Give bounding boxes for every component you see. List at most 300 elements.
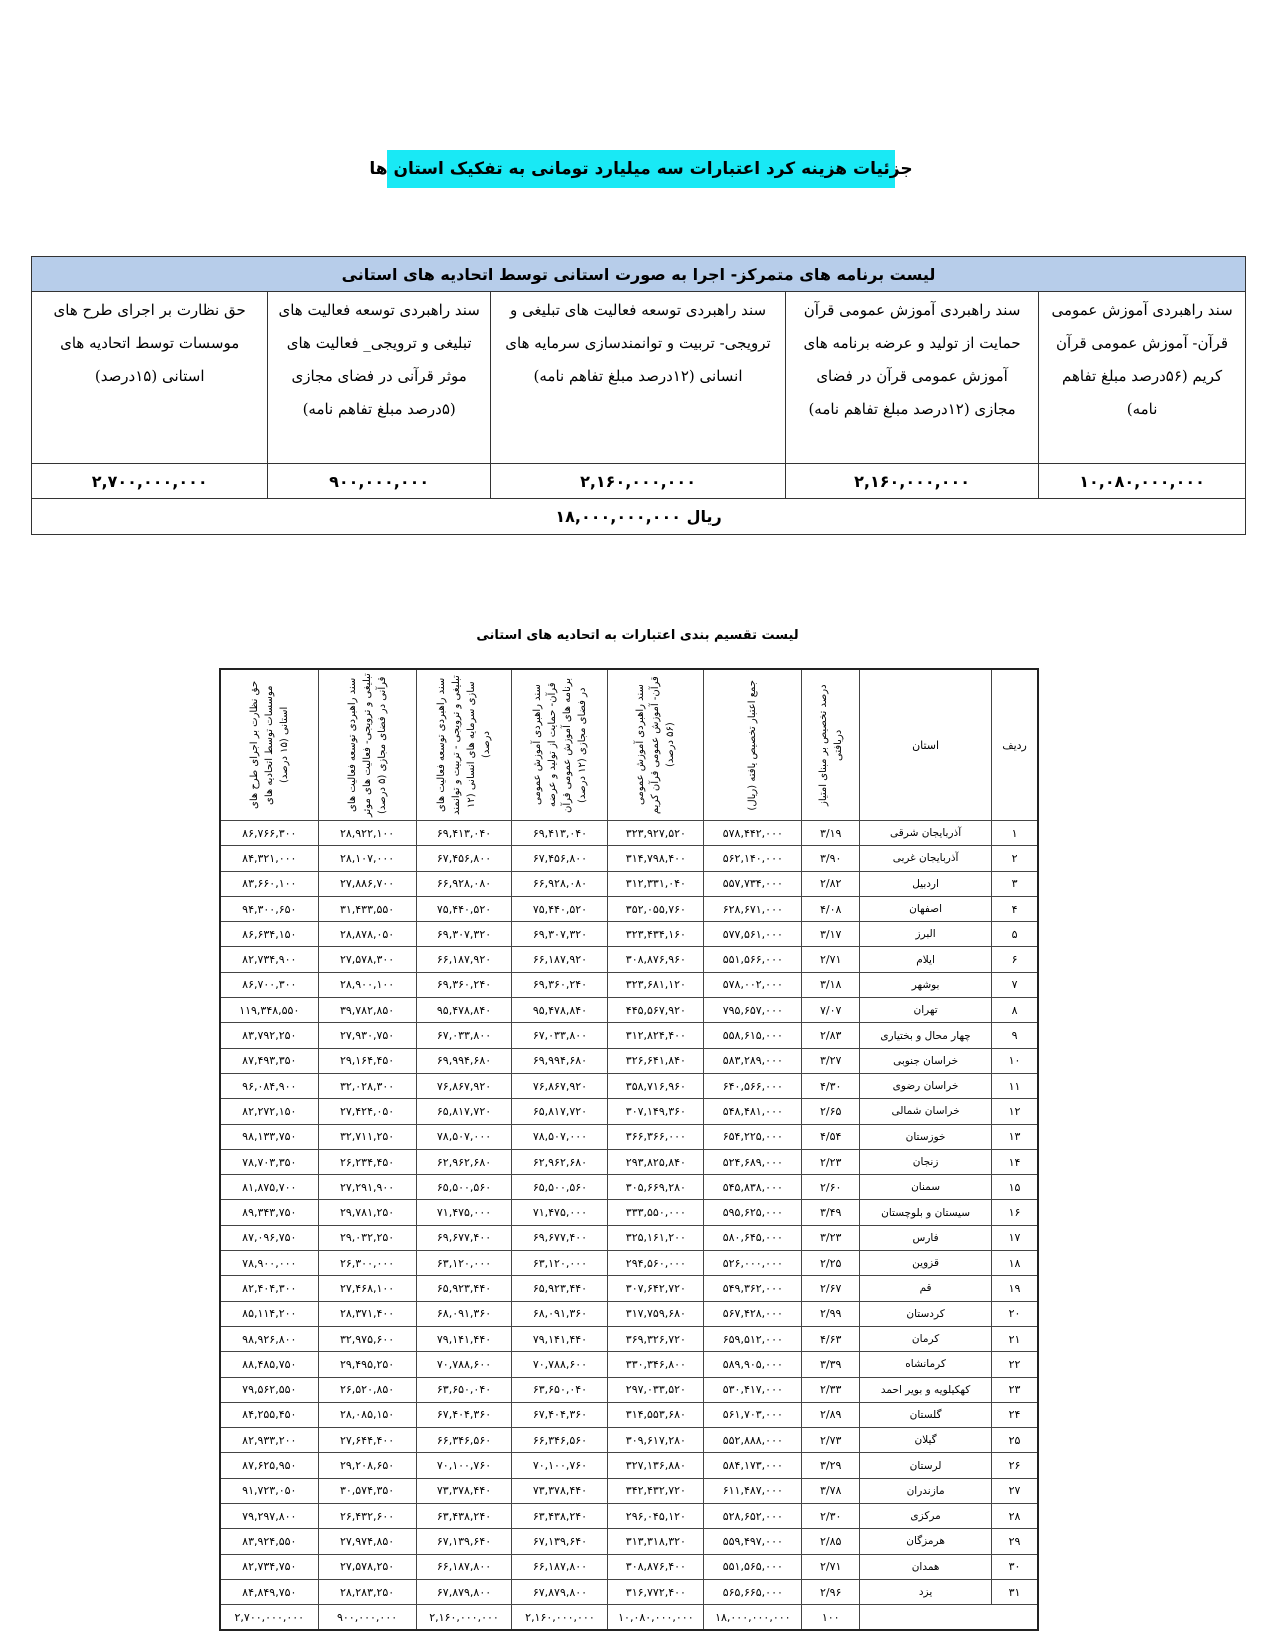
- province-name: فارس: [860, 1225, 992, 1250]
- province-name: کرمان: [860, 1326, 992, 1351]
- virtual-activities-amount: ۲۷,۵۷۸,۲۵۰: [318, 1554, 416, 1579]
- quran-general-amount: ۳۳۰,۳۴۶,۸۰۰: [608, 1352, 704, 1377]
- row-number: ۱۰: [992, 1048, 1038, 1073]
- province-name: بوشهر: [860, 972, 992, 997]
- allocated-total: ۵۵۷,۷۳۴,۰۰۰: [704, 871, 802, 896]
- supervision-amount: ۸۲,۷۳۴,۹۰۰: [220, 947, 318, 972]
- provinces-header-row: [220, 669, 1038, 821]
- table-row: [220, 1428, 1038, 1453]
- table-row: [220, 1301, 1038, 1326]
- quran-virtual-amount: ۶۸,۰۹۱,۳۶۰: [512, 1301, 608, 1326]
- table-row: [220, 1175, 1038, 1200]
- supervision-amount: ۹۸,۱۳۳,۷۵۰: [220, 1124, 318, 1149]
- totals-quran-general: ۱۰,۰۸۰,۰۰۰,۰۰۰: [608, 1605, 704, 1630]
- supervision-amount: ۸۲,۹۳۳,۲۰۰: [220, 1428, 318, 1453]
- table-row: [220, 1149, 1038, 1174]
- allocated-total: ۵۶۵,۶۶۵,۰۰۰: [704, 1579, 802, 1604]
- row-number: ۱۹: [992, 1276, 1038, 1301]
- summary-descriptions-row: [32, 292, 1246, 464]
- summary-description: سند راهبردی آموزش عمومی قرآن حمایت از تولید و عرضه برنامه های آموزش عمومی قرآن در فضای مجازی (۱۲درصد مبلغ تفاهم نامه): [786, 292, 1039, 464]
- quran-general-amount: ۳۰۷,۶۴۲,۷۲۰: [608, 1276, 704, 1301]
- table-row: [220, 1554, 1038, 1579]
- virtual-activities-amount: ۳۲,۷۱۱,۲۵۰: [318, 1124, 416, 1149]
- table-row: [220, 1124, 1038, 1149]
- table-row: [220, 998, 1038, 1023]
- supervision-amount: ۸۷,۰۹۶,۷۵۰: [220, 1225, 318, 1250]
- allocated-total: ۵۴۸,۴۸۱,۰۰۰: [704, 1099, 802, 1124]
- province-name: اردبیل: [860, 871, 992, 896]
- table-row: [220, 1251, 1038, 1276]
- table-row: [220, 1225, 1038, 1250]
- allocated-total: ۵۳۰,۴۱۷,۰۰۰: [704, 1377, 802, 1402]
- human-capital-amount: ۶۹,۳۰۷,۳۲۰: [416, 922, 512, 947]
- allocated-total: ۵۸۴,۱۷۳,۰۰۰: [704, 1453, 802, 1478]
- province-name: آذربایجان شرقی: [860, 821, 992, 846]
- province-name: البرز: [860, 922, 992, 947]
- table-row: [220, 1326, 1038, 1351]
- allocated-total: ۶۴۰,۵۶۶,۰۰۰: [704, 1073, 802, 1098]
- supervision-amount: ۱۱۹,۳۴۸,۵۵۰: [220, 998, 318, 1023]
- human-capital-amount: ۶۵,۹۲۳,۴۴۰: [416, 1276, 512, 1301]
- human-capital-amount: ۶۶,۱۸۷,۸۰۰: [416, 1554, 512, 1579]
- allocation-percent: ۳/۷۸: [802, 1478, 860, 1503]
- allocation-percent: ۳/۱۹: [802, 821, 860, 846]
- province-name: لرستان: [860, 1453, 992, 1478]
- allocated-total: ۵۸۰,۶۴۵,۰۰۰: [704, 1225, 802, 1250]
- supervision-amount: ۹۶,۰۸۴,۹۰۰: [220, 1073, 318, 1098]
- virtual-activities-amount: ۲۶,۴۳۲,۶۰۰: [318, 1504, 416, 1529]
- quran-virtual-amount: ۶۹,۹۹۴,۶۸۰: [512, 1048, 608, 1073]
- supervision-amount: ۸۶,۷۰۰,۳۰۰: [220, 972, 318, 997]
- human-capital-amount: ۶۲,۹۶۲,۶۸۰: [416, 1149, 512, 1174]
- virtual-activities-amount: ۳۱,۴۳۳,۵۵۰: [318, 896, 416, 921]
- allocated-total: ۵۵۱,۵۶۶,۰۰۰: [704, 947, 802, 972]
- quran-general-amount: ۳۲۳,۴۳۴,۱۶۰: [608, 922, 704, 947]
- human-capital-amount: ۷۹,۱۴۱,۴۴۰: [416, 1326, 512, 1351]
- row-number: ۱۴: [992, 1149, 1038, 1174]
- summary-amounts-row: [32, 464, 1246, 499]
- province-name: یزد: [860, 1579, 992, 1604]
- virtual-activities-amount: ۲۸,۰۸۵,۱۵۰: [318, 1402, 416, 1427]
- table-row: [220, 947, 1038, 972]
- allocation-percent: ۲/۶۵: [802, 1099, 860, 1124]
- province-name: کردستان: [860, 1301, 992, 1326]
- row-number: ۵: [992, 922, 1038, 947]
- allocation-percent: ۳/۳۹: [802, 1352, 860, 1377]
- allocation-percent: ۳/۲۳: [802, 1225, 860, 1250]
- human-capital-amount: ۷۶,۸۶۷,۹۲۰: [416, 1073, 512, 1098]
- allocation-percent: ۲/۸۵: [802, 1529, 860, 1554]
- summary-description: سند راهبردی آموزش عمومی قرآن- آموزش عمومی قرآن کریم (۵۶درصد مبلغ تفاهم نامه): [1039, 292, 1246, 464]
- human-capital-amount: ۶۷,۸۷۹,۸۰۰: [416, 1579, 512, 1604]
- row-number: ۳: [992, 871, 1038, 896]
- row-number: ۲۵: [992, 1428, 1038, 1453]
- allocated-total: ۵۴۵,۸۳۸,۰۰۰: [704, 1175, 802, 1200]
- row-number: ۱۷: [992, 1225, 1038, 1250]
- quran-general-amount: ۳۲۳,۶۸۱,۱۲۰: [608, 972, 704, 997]
- header-supervision: [220, 669, 318, 821]
- human-capital-amount: ۶۳,۶۵۰,۰۴۰: [416, 1377, 512, 1402]
- human-capital-amount: ۶۶,۳۴۶,۵۶۰: [416, 1428, 512, 1453]
- allocation-percent: ۲/۳۳: [802, 1377, 860, 1402]
- province-name: خراسان رضوی: [860, 1073, 992, 1098]
- table-row: [220, 821, 1038, 846]
- allocation-percent: ۲/۶۷: [802, 1276, 860, 1301]
- quran-virtual-amount: ۷۸,۵۰۷,۰۰۰: [512, 1124, 608, 1149]
- quran-general-amount: ۲۹۶,۰۴۵,۱۲۰: [608, 1504, 704, 1529]
- table-row: [220, 922, 1038, 947]
- province-name: مازندران: [860, 1478, 992, 1503]
- quran-general-amount: ۳۲۵,۱۶۱,۲۰۰: [608, 1225, 704, 1250]
- province-name: گلستان: [860, 1402, 992, 1427]
- supervision-amount: ۸۲,۲۷۲,۱۵۰: [220, 1099, 318, 1124]
- row-number: ۲۰: [992, 1301, 1038, 1326]
- summary-description: حق نظارت بر اجرای طرح های موسسات توسط اتحادیه های استانی (۱۵درصد): [32, 292, 268, 464]
- allocated-total: ۵۷۸,۰۰۲,۰۰۰: [704, 972, 802, 997]
- row-number: ۲۸: [992, 1504, 1038, 1529]
- quran-general-amount: ۳۱۲,۸۲۴,۴۰۰: [608, 1023, 704, 1048]
- virtual-activities-amount: ۲۸,۹۰۰,۱۰۰: [318, 972, 416, 997]
- human-capital-amount: ۶۶,۱۸۷,۹۲۰: [416, 947, 512, 972]
- human-capital-amount: ۷۸,۵۰۷,۰۰۰: [416, 1124, 512, 1149]
- allocated-total: ۵۷۸,۴۴۲,۰۰۰: [704, 821, 802, 846]
- table-row: [220, 1529, 1038, 1554]
- header-virtual-activities-label: سند راهبردی توسعه فعالیت های تبلیغی و ترویجی- فعالیت های موثر قرآنی در فضای مجازی (۵ درصد): [346, 673, 388, 817]
- allocated-total: ۶۵۴,۲۲۵,۰۰۰: [704, 1124, 802, 1149]
- supervision-amount: ۸۸,۴۸۵,۷۵۰: [220, 1352, 318, 1377]
- quran-virtual-amount: ۶۳,۶۵۰,۰۴۰: [512, 1377, 608, 1402]
- province-name: کهکیلویه و بویر احمد: [860, 1377, 992, 1402]
- summary-amount: ۱۰,۰۸۰,۰۰۰,۰۰۰: [1039, 464, 1246, 499]
- quran-general-amount: ۳۵۲,۰۵۵,۷۶۰: [608, 896, 704, 921]
- quran-virtual-amount: ۷۰,۱۰۰,۷۶۰: [512, 1453, 608, 1478]
- human-capital-amount: ۷۵,۴۴۰,۵۲۰: [416, 896, 512, 921]
- table-row: [220, 1200, 1038, 1225]
- quran-general-amount: ۳۲۷,۱۳۶,۸۸۰: [608, 1453, 704, 1478]
- provinces-table-body: [220, 821, 1038, 1631]
- province-name: ایلام: [860, 947, 992, 972]
- supervision-amount: ۸۶,۷۶۶,۳۰۰: [220, 821, 318, 846]
- summary-total: [32, 499, 1246, 535]
- allocation-percent: ۲/۸۹: [802, 1402, 860, 1427]
- human-capital-amount: ۶۵,۵۰۰,۵۶۰: [416, 1175, 512, 1200]
- row-number: ۳۱: [992, 1579, 1038, 1604]
- allocation-percent: ۴/۰۸: [802, 896, 860, 921]
- allocated-total: ۵۲۶,۰۰۰,۰۰۰: [704, 1251, 802, 1276]
- quran-virtual-amount: ۶۷,۰۳۳,۸۰۰: [512, 1023, 608, 1048]
- quran-general-amount: ۲۹۷,۰۳۳,۵۲۰: [608, 1377, 704, 1402]
- quran-virtual-amount: ۶۳,۴۳۸,۲۴۰: [512, 1504, 608, 1529]
- table-row: [220, 972, 1038, 997]
- table-row: [220, 1504, 1038, 1529]
- table-row: [220, 896, 1038, 921]
- quran-general-amount: ۳۱۷,۷۵۹,۶۸۰: [608, 1301, 704, 1326]
- virtual-activities-amount: ۲۷,۹۳۰,۷۵۰: [318, 1023, 416, 1048]
- table-row: [220, 1453, 1038, 1478]
- quran-general-amount: ۴۴۵,۵۶۷,۹۲۰: [608, 998, 704, 1023]
- quran-virtual-amount: ۶۷,۱۳۹,۶۴۰: [512, 1529, 608, 1554]
- header-total: [704, 669, 802, 821]
- header-row-number: ردیف: [992, 669, 1038, 821]
- allocated-total: ۵۸۹,۹۰۵,۰۰۰: [704, 1352, 802, 1377]
- quran-virtual-amount: ۶۵,۵۰۰,۵۶۰: [512, 1175, 608, 1200]
- row-number: ۲۹: [992, 1529, 1038, 1554]
- virtual-activities-amount: ۲۷,۴۶۸,۱۰۰: [318, 1276, 416, 1301]
- quran-general-amount: ۲۹۳,۸۲۵,۸۴۰: [608, 1149, 704, 1174]
- row-number: ۱۶: [992, 1200, 1038, 1225]
- supervision-amount: ۹۴,۳۰۰,۶۵۰: [220, 896, 318, 921]
- quran-virtual-amount: ۶۶,۳۴۶,۵۶۰: [512, 1428, 608, 1453]
- supervision-amount: ۸۳,۹۲۴,۵۵۰: [220, 1529, 318, 1554]
- header-human-capital-label: سند راهبردی توسعه فعالیت های تبلیغی و ترویجی - تربیت و توانمند سازی سرمایه های انسانی (۱۲ درصد): [436, 675, 493, 815]
- allocated-total: ۵۶۷,۴۲۸,۰۰۰: [704, 1301, 802, 1326]
- quran-virtual-amount: ۷۶,۸۶۷,۹۲۰: [512, 1073, 608, 1098]
- summary-amount: ۲,۷۰۰,۰۰۰,۰۰۰: [32, 464, 268, 499]
- virtual-activities-amount: ۲۷,۸۸۶,۷۰۰: [318, 871, 416, 896]
- allocation-percent: ۲/۸۲: [802, 871, 860, 896]
- virtual-activities-amount: ۲۶,۵۲۰,۸۵۰: [318, 1377, 416, 1402]
- supervision-amount: ۸۴,۸۴۹,۷۵۰: [220, 1579, 318, 1604]
- header-virtual-activities: [318, 669, 416, 821]
- province-name: همدان: [860, 1554, 992, 1579]
- row-number: ۱۲: [992, 1099, 1038, 1124]
- supervision-amount: ۸۴,۳۲۱,۰۰۰: [220, 846, 318, 871]
- allocation-percent: ۳/۹۰: [802, 846, 860, 871]
- province-name: سیستان و بلوچستان: [860, 1200, 992, 1225]
- province-name: چهار محال و بختیاری: [860, 1023, 992, 1048]
- supervision-amount: ۸۳,۷۹۲,۲۵۰: [220, 1023, 318, 1048]
- allocated-total: ۵۵۱,۵۶۵,۰۰۰: [704, 1554, 802, 1579]
- summary-total-value: ۱۸,۰۰۰,۰۰۰,۰۰۰: [555, 507, 681, 526]
- row-number: ۹: [992, 1023, 1038, 1048]
- supervision-amount: ۷۹,۲۹۷,۸۰۰: [220, 1504, 318, 1529]
- allocation-percent: ۳/۲۹: [802, 1453, 860, 1478]
- allocation-percent: ۲/۷۱: [802, 947, 860, 972]
- totals-empty-cell: [860, 1605, 992, 1630]
- allocated-total: ۵۴۹,۳۶۲,۰۰۰: [704, 1276, 802, 1301]
- virtual-activities-amount: ۲۸,۹۲۲,۱۰۰: [318, 821, 416, 846]
- totals-quran-virtual: ۲,۱۶۰,۰۰۰,۰۰۰: [512, 1605, 608, 1630]
- row-number: ۲۶: [992, 1453, 1038, 1478]
- allocation-percent: ۳/۱۷: [802, 922, 860, 947]
- quran-general-amount: ۳۳۳,۵۵۰,۰۰۰: [608, 1200, 704, 1225]
- supervision-amount: ۷۸,۷۰۳,۳۵۰: [220, 1149, 318, 1174]
- supervision-amount: ۸۱,۸۷۵,۷۰۰: [220, 1175, 318, 1200]
- quran-general-amount: ۳۱۴,۵۵۳,۶۸۰: [608, 1402, 704, 1427]
- header-province: استان: [860, 669, 992, 821]
- row-number: ۲۴: [992, 1402, 1038, 1427]
- summary-amount: ۲,۱۶۰,۰۰۰,۰۰۰: [490, 464, 785, 499]
- row-number: ۲۲: [992, 1352, 1038, 1377]
- table-row: [220, 871, 1038, 896]
- quran-general-amount: ۳۵۸,۷۱۶,۹۶۰: [608, 1073, 704, 1098]
- table-row: [220, 1048, 1038, 1073]
- header-human-capital: [416, 669, 512, 821]
- table-row: [220, 1073, 1038, 1098]
- quran-virtual-amount: ۶۳,۱۲۰,۰۰۰: [512, 1251, 608, 1276]
- supervision-amount: ۸۷,۴۹۳,۳۵۰: [220, 1048, 318, 1073]
- row-number: ۸: [992, 998, 1038, 1023]
- human-capital-amount: ۶۶,۹۲۸,۰۸۰: [416, 871, 512, 896]
- totals-row: [220, 1605, 1038, 1630]
- row-number: ۳۰: [992, 1554, 1038, 1579]
- province-name: قزوین: [860, 1251, 992, 1276]
- quran-general-amount: ۳۶۹,۳۲۶,۷۲۰: [608, 1326, 704, 1351]
- supervision-amount: ۹۱,۷۲۳,۰۵۰: [220, 1478, 318, 1503]
- supervision-amount: ۸۲,۷۳۴,۷۵۰: [220, 1554, 318, 1579]
- table-row: [220, 1023, 1038, 1048]
- human-capital-amount: ۷۰,۱۰۰,۷۶۰: [416, 1453, 512, 1478]
- allocated-total: ۶۱۱,۴۸۷,۰۰۰: [704, 1478, 802, 1503]
- quran-general-amount: ۲۹۴,۵۶۰,۰۰۰: [608, 1251, 704, 1276]
- quran-general-amount: ۳۱۶,۷۷۲,۴۰۰: [608, 1579, 704, 1604]
- human-capital-amount: ۶۷,۴۰۴,۳۶۰: [416, 1402, 512, 1427]
- quran-virtual-amount: ۷۳,۳۷۸,۴۴۰: [512, 1478, 608, 1503]
- quran-virtual-amount: ۷۹,۱۴۱,۴۴۰: [512, 1326, 608, 1351]
- human-capital-amount: ۶۹,۴۱۳,۰۴۰: [416, 821, 512, 846]
- allocated-total: ۵۵۸,۶۱۵,۰۰۰: [704, 1023, 802, 1048]
- header-quran-general: [608, 669, 704, 821]
- quran-virtual-amount: ۷۱,۴۷۵,۰۰۰: [512, 1200, 608, 1225]
- human-capital-amount: ۹۵,۴۷۸,۸۴۰: [416, 998, 512, 1023]
- summary-description: سند راهبردی توسعه فعالیت های تبلیغی و ترویجی_ فعالیت های موثر قرآنی در فضای مجازی (۵درصد مبلغ تفاهم نامه): [268, 292, 491, 464]
- quran-general-amount: ۳۰۸,۸۷۶,۹۶۰: [608, 947, 704, 972]
- row-number: ۲: [992, 846, 1038, 871]
- quran-virtual-amount: ۶۶,۱۸۷,۹۲۰: [512, 947, 608, 972]
- human-capital-amount: ۶۹,۶۷۷,۴۰۰: [416, 1225, 512, 1250]
- allocated-total: ۵۲۴,۶۸۹,۰۰۰: [704, 1149, 802, 1174]
- row-number: ۱۵: [992, 1175, 1038, 1200]
- provinces-allocation-table: [219, 668, 1039, 1631]
- virtual-activities-amount: ۳۹,۷۸۲,۸۵۰: [318, 998, 416, 1023]
- header-quran-virtual-label: سند راهبردی آموزش عمومی قرآن- حمایت از تولید و عرضه برنامه های آموزش عمومی قرآن در فضای مجازی (۱۲ درصد): [531, 677, 588, 813]
- table-row: [220, 1352, 1038, 1377]
- header-total-label: جمع اعتبار تخصیص یافته (ریال): [747, 679, 759, 811]
- allocation-percent: ۷/۰۷: [802, 998, 860, 1023]
- province-name: سمنان: [860, 1175, 992, 1200]
- supervision-amount: ۷۸,۹۰۰,۰۰۰: [220, 1251, 318, 1276]
- quran-general-amount: ۳۶۶,۳۶۶,۰۰۰: [608, 1124, 704, 1149]
- province-name: تهران: [860, 998, 992, 1023]
- quran-virtual-amount: ۹۵,۴۷۸,۸۴۰: [512, 998, 608, 1023]
- allocation-percent: ۲/۹۶: [802, 1579, 860, 1604]
- human-capital-amount: ۷۳,۳۷۸,۴۴۰: [416, 1478, 512, 1503]
- quran-general-amount: ۳۰۹,۶۱۷,۲۸۰: [608, 1428, 704, 1453]
- quran-virtual-amount: ۶۷,۴۰۴,۳۶۰: [512, 1402, 608, 1427]
- quran-virtual-amount: ۷۰,۷۸۸,۶۰۰: [512, 1352, 608, 1377]
- quran-virtual-amount: ۶۶,۱۸۷,۸۰۰: [512, 1554, 608, 1579]
- province-name: گیلان: [860, 1428, 992, 1453]
- totals-empty-cell: [992, 1605, 1038, 1630]
- allocation-percent: ۲/۲۵: [802, 1251, 860, 1276]
- human-capital-amount: ۶۳,۱۲۰,۰۰۰: [416, 1251, 512, 1276]
- supervision-amount: ۹۸,۹۲۶,۸۰۰: [220, 1326, 318, 1351]
- human-capital-amount: ۶۷,۴۵۶,۸۰۰: [416, 846, 512, 871]
- quran-virtual-amount: ۶۲,۹۶۲,۶۸۰: [512, 1149, 608, 1174]
- human-capital-amount: ۶۹,۹۹۴,۶۸۰: [416, 1048, 512, 1073]
- row-number: ۷: [992, 972, 1038, 997]
- allocation-percent: ۲/۳۰: [802, 1504, 860, 1529]
- allocation-percent: ۲/۷۳: [802, 1428, 860, 1453]
- virtual-activities-amount: ۲۷,۵۷۸,۳۰۰: [318, 947, 416, 972]
- row-number: ۲۷: [992, 1478, 1038, 1503]
- provinces-table-title: لیست تقسیم بندی اعتبارات به اتحادیه های استانی: [476, 628, 799, 643]
- human-capital-amount: ۶۸,۰۹۱,۳۶۰: [416, 1301, 512, 1326]
- virtual-activities-amount: ۲۹,۷۸۱,۲۵۰: [318, 1200, 416, 1225]
- header-supervision-label: حق نظارت بر اجرای طرح های موسسات توسط اتحادیه های استانی (۱۵ درصد): [248, 680, 290, 810]
- quran-virtual-amount: ۶۷,۸۷۹,۸۰۰: [512, 1579, 608, 1604]
- page-title: جزئیات هزینه کرد اعتبارات سه میلیارد تومانی به تفکیک استان ها: [387, 150, 895, 188]
- allocated-total: ۶۲۸,۶۷۱,۰۰۰: [704, 896, 802, 921]
- allocated-total: ۵۷۷,۵۶۱,۰۰۰: [704, 922, 802, 947]
- header-quran-general-label: سند راهبردی آموزش عمومی قرآن- آموزش عمومی قرآن کریم (۵۶ درصد): [635, 676, 677, 814]
- quran-general-amount: ۳۲۳,۹۲۷,۵۲۰: [608, 821, 704, 846]
- quran-virtual-amount: ۶۵,۸۱۷,۷۲۰: [512, 1099, 608, 1124]
- allocated-total: ۵۹۵,۶۲۵,۰۰۰: [704, 1200, 802, 1225]
- supervision-amount: ۸۵,۱۱۴,۲۰۰: [220, 1301, 318, 1326]
- quran-virtual-amount: ۶۵,۹۲۳,۴۴۰: [512, 1276, 608, 1301]
- table-row: [220, 1402, 1038, 1427]
- province-name: آذربایجان غربی: [860, 846, 992, 871]
- quran-general-amount: ۳۲۶,۶۴۱,۸۴۰: [608, 1048, 704, 1073]
- summary-total-label: ریال: [686, 507, 722, 526]
- allocated-total: ۵۶۱,۷۰۳,۰۰۰: [704, 1402, 802, 1427]
- allocated-total: ۵۵۲,۸۸۸,۰۰۰: [704, 1428, 802, 1453]
- province-name: کرمانشاه: [860, 1352, 992, 1377]
- allocation-percent: ۲/۶۰: [802, 1175, 860, 1200]
- supervision-amount: ۷۹,۵۶۲,۵۵۰: [220, 1377, 318, 1402]
- totals-total: ۱۸,۰۰۰,۰۰۰,۰۰۰: [704, 1605, 802, 1630]
- allocation-percent: ۲/۸۳: [802, 1023, 860, 1048]
- allocation-percent: ۴/۶۳: [802, 1326, 860, 1351]
- summary-description: سند راهبردی توسعه فعالیت های تبلیغی و ترویجی- تربیت و توانمندسازی سرمایه های انسانی (۱۲درصد مبلغ تفاهم نامه): [490, 292, 785, 464]
- province-name: قم: [860, 1276, 992, 1301]
- quran-general-amount: ۳۱۲,۳۳۱,۰۴۰: [608, 871, 704, 896]
- summary-header: لیست برنامه های متمرکز- اجرا به صورت استانی توسط اتحادیه های استانی: [32, 257, 1246, 292]
- table-row: [220, 1099, 1038, 1124]
- virtual-activities-amount: ۲۹,۴۹۵,۲۵۰: [318, 1352, 416, 1377]
- virtual-activities-amount: ۲۷,۲۹۱,۹۰۰: [318, 1175, 416, 1200]
- supervision-amount: ۸۶,۶۳۴,۱۵۰: [220, 922, 318, 947]
- quran-virtual-amount: ۶۹,۴۱۳,۰۴۰: [512, 821, 608, 846]
- quran-general-amount: ۳۰۷,۱۴۹,۳۶۰: [608, 1099, 704, 1124]
- table-row: [220, 1377, 1038, 1402]
- virtual-activities-amount: ۲۸,۳۷۱,۴۰۰: [318, 1301, 416, 1326]
- quran-general-amount: ۳۱۳,۳۱۸,۳۲۰: [608, 1529, 704, 1554]
- province-name: خراسان شمالی: [860, 1099, 992, 1124]
- virtual-activities-amount: ۲۶,۳۰۰,۰۰۰: [318, 1251, 416, 1276]
- human-capital-amount: ۶۷,۰۳۳,۸۰۰: [416, 1023, 512, 1048]
- virtual-activities-amount: ۲۹,۰۳۲,۲۵۰: [318, 1225, 416, 1250]
- province-name: خوزستان: [860, 1124, 992, 1149]
- virtual-activities-amount: ۲۹,۲۰۸,۶۵۰: [318, 1453, 416, 1478]
- virtual-activities-amount: ۲۷,۶۴۴,۴۰۰: [318, 1428, 416, 1453]
- row-number: ۴: [992, 896, 1038, 921]
- row-number: ۱۱: [992, 1073, 1038, 1098]
- supervision-amount: ۸۳,۶۶۰,۱۰۰: [220, 871, 318, 896]
- allocated-total: ۵۵۹,۴۹۷,۰۰۰: [704, 1529, 802, 1554]
- summary-amount: ۹۰۰,۰۰۰,۰۰۰: [268, 464, 491, 499]
- totals-virtual-activities: ۹۰۰,۰۰۰,۰۰۰: [318, 1605, 416, 1630]
- human-capital-amount: ۶۵,۸۱۷,۷۲۰: [416, 1099, 512, 1124]
- quran-virtual-amount: ۶۷,۴۵۶,۸۰۰: [512, 846, 608, 871]
- quran-virtual-amount: ۶۹,۶۷۷,۴۰۰: [512, 1225, 608, 1250]
- allocation-percent: ۲/۹۹: [802, 1301, 860, 1326]
- virtual-activities-amount: ۲۸,۲۸۳,۲۵۰: [318, 1579, 416, 1604]
- totals-supervision: ۲,۷۰۰,۰۰۰,۰۰۰: [220, 1605, 318, 1630]
- province-name: زنجان: [860, 1149, 992, 1174]
- virtual-activities-amount: ۲۸,۸۷۸,۰۵۰: [318, 922, 416, 947]
